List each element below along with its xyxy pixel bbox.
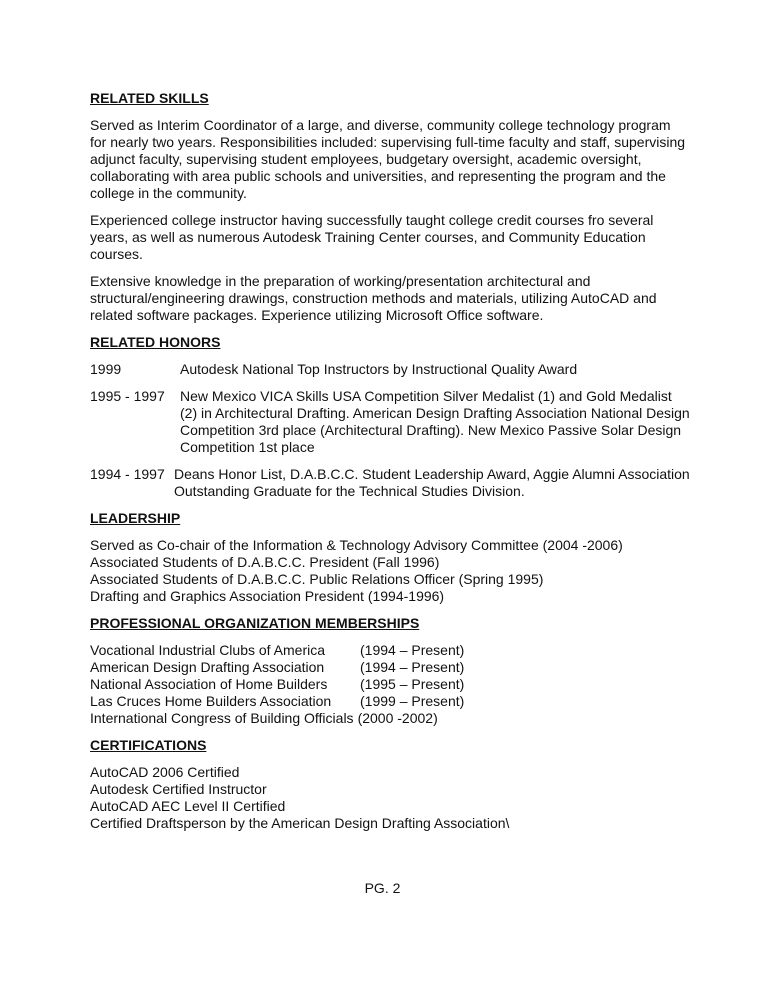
membership-item: [90, 642, 690, 659]
leadership-list: [90, 537, 690, 605]
membership-name: National Association of Home Builders: [90, 676, 328, 692]
membership-item: [90, 659, 690, 676]
skills-paragraph: Extensive knowledge in the preparation of working/presentation architectural and structural/engineering drawings, construction methods and materials, utilizing AutoCAD and related software packages. Experience utilizing Microsoft Office software.: [90, 273, 657, 323]
honor-year: 1999: [90, 361, 122, 377]
honor-year: 1994 - 1997: [90, 466, 165, 482]
leadership-item: Associated Students of D.A.B.C.C. President (Fall 1996): [90, 554, 440, 570]
certifications-heading: CERTIFICATIONS: [90, 737, 207, 753]
membership-item: [90, 693, 690, 710]
certification-item: AutoCAD 2006 Certified: [90, 764, 240, 780]
membership-item: [90, 710, 690, 727]
certifications-section: [90, 737, 690, 832]
skills-paragraph: Experienced college instructor having successfully taught college credit courses fro several years, as well as numerous Autodesk Training Center courses, and Community Education courses.: [90, 212, 654, 262]
leadership-item: Drafting and Graphics Association President (1994-1996): [90, 588, 445, 604]
membership-name: International Congress of Building Officials: [90, 710, 354, 726]
related-skills-heading: RELATED SKILLS: [90, 90, 209, 106]
membership-years: (2000 -2002): [357, 710, 438, 726]
honor-item: [90, 361, 690, 378]
membership-name: Vocational Industrial Clubs of America: [90, 642, 326, 658]
honor-year: 1995 - 1997: [90, 388, 165, 404]
membership-name: American Design Drafting Association: [90, 659, 325, 675]
related-skills-section: [90, 90, 690, 324]
memberships-heading: PROFESSIONAL ORGANIZATION MEMBERSHIPS: [90, 615, 420, 631]
related-honors-section: [90, 334, 690, 500]
honor-text: New Mexico VICA Skills USA Competition Silver Medalist (1) and Gold Medalist (2) in Architectural Drafting. American Design Drafting Association National Design Competition 3rd place (Architectural Drafting). New Mexico Passive Solar Design Competition 1st place: [180, 388, 690, 455]
resume-page: [90, 90, 690, 842]
membership-years: (1994 – Present): [360, 642, 465, 658]
certification-item: AutoCAD AEC Level II Certified: [90, 798, 286, 814]
leadership-heading: LEADERSHIP: [90, 510, 181, 526]
certifications-list: [90, 764, 690, 832]
membership-years: (1994 – Present): [360, 659, 465, 675]
honor-item: [90, 388, 690, 456]
skills-paragraph: Served as Interim Coordinator of a large, and diverse, community college technology program for nearly two years. Responsibilities included: supervising full-time faculty and staff, supervising adjunct faculty, supervising student employees, budgetary oversight, academic oversight, collaborating with area public schools and universities, and representing the program and the college in the community.: [90, 117, 686, 201]
memberships-section: [90, 615, 690, 727]
certification-item: Certified Draftsperson by the American Design Drafting Association\: [90, 815, 510, 831]
honor-item: [90, 466, 690, 500]
leadership-section: [90, 510, 690, 605]
honor-text: Autodesk National Top Instructors by Instructional Quality Award: [180, 361, 578, 377]
leadership-item: Associated Students of D.A.B.C.C. Public Relations Officer (Spring 1995): [90, 571, 544, 587]
membership-years: (1999 – Present): [360, 693, 465, 709]
memberships-list: [90, 642, 690, 727]
leadership-item: Served as Co-chair of the Information & Technology Advisory Committee (2004 -2006): [90, 537, 623, 553]
membership-years: (1995 – Present): [360, 676, 465, 692]
page-number: PG. 2: [364, 880, 401, 896]
certification-item: Autodesk Certified Instructor: [90, 781, 267, 797]
related-honors-heading: RELATED HONORS: [90, 334, 221, 350]
honor-text: Deans Honor List, D.A.B.C.C. Student Leadership Award, Aggie Alumni Association Outstanding Graduate for the Technical Studies Division.: [174, 466, 690, 499]
membership-name: Las Cruces Home Builders Association: [90, 693, 332, 709]
membership-item: [90, 676, 690, 693]
